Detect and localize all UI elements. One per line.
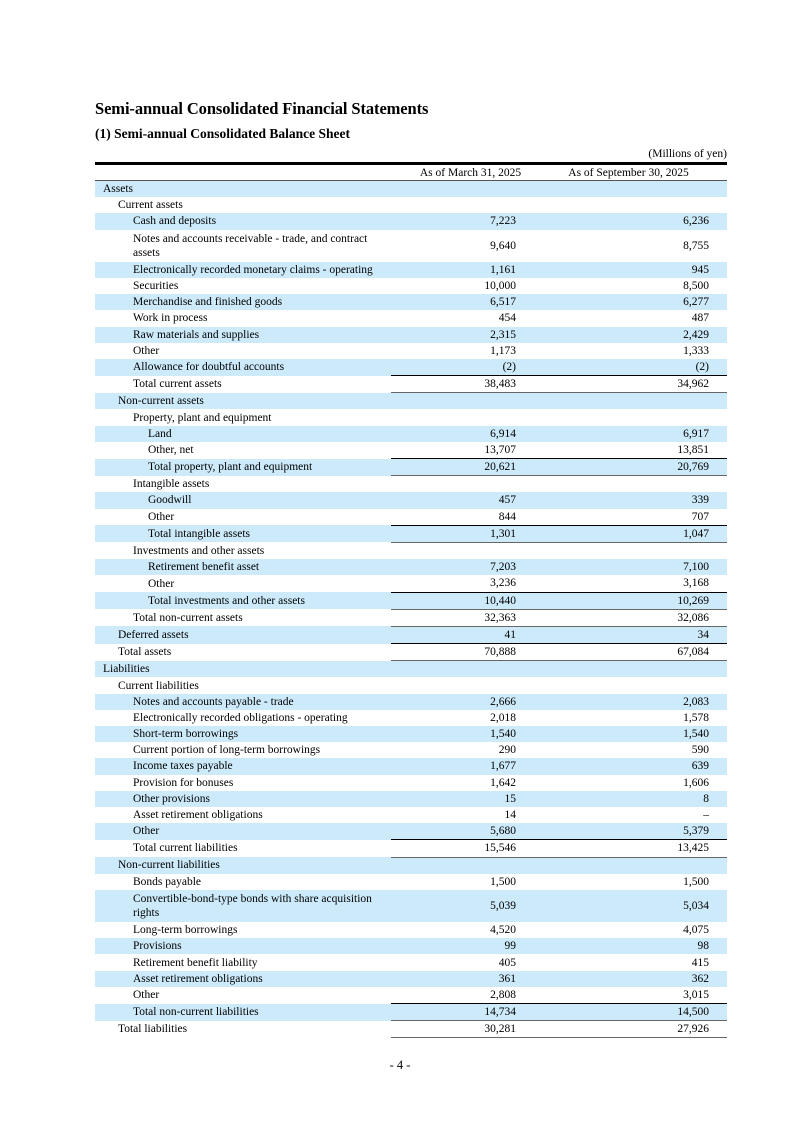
table-row bbox=[95, 592, 727, 609]
value-march-2025: 10,000 bbox=[484, 280, 516, 293]
value-september-2025: 3,015 bbox=[683, 988, 709, 1001]
value-september-2025: 1,333 bbox=[683, 344, 709, 357]
value-march-2025: 1,173 bbox=[490, 344, 516, 357]
table-row bbox=[95, 791, 727, 807]
row-label: Long-term borrowings bbox=[133, 924, 238, 937]
value-september-2025: 1,500 bbox=[683, 875, 709, 888]
value-september-2025: 14,500 bbox=[530, 1004, 727, 1021]
column-header-label bbox=[95, 165, 391, 181]
value-march-2025: 1,301 bbox=[391, 525, 530, 542]
row-label: Deferred assets bbox=[95, 626, 391, 643]
value-september-2025: 98 bbox=[530, 938, 727, 954]
row-label: Asset retirement obligations bbox=[95, 971, 391, 987]
row-label: Current assets bbox=[118, 199, 183, 212]
value-september-2025 bbox=[530, 409, 727, 425]
table-row bbox=[95, 758, 727, 774]
value-september-2025 bbox=[530, 393, 727, 410]
row-label: Electronically recorded monetary claims - operating bbox=[95, 262, 391, 278]
page-title: Semi-annual Consolidated Financial Statements bbox=[95, 99, 429, 118]
value-march-2025: 1,540 bbox=[391, 726, 530, 742]
value-march-2025: 4,520 bbox=[490, 924, 516, 937]
row-label: Short-term borrowings bbox=[95, 726, 391, 742]
row-label: Total current liabilities bbox=[133, 842, 238, 855]
table-row bbox=[95, 197, 727, 213]
value-september-2025: 4,075 bbox=[683, 924, 709, 937]
value-march-2025: 15,546 bbox=[391, 840, 530, 857]
table-row bbox=[95, 376, 727, 393]
row-label: Convertible-bond-type bonds with share acquisition rights bbox=[95, 890, 391, 922]
value-march-2025 bbox=[391, 661, 530, 678]
row-label: Current portion of long-term borrowings bbox=[133, 744, 321, 757]
table-row bbox=[95, 359, 727, 376]
page-number: - 4 - bbox=[389, 1058, 411, 1072]
value-march-2025 bbox=[391, 181, 530, 198]
table-row bbox=[95, 857, 727, 874]
row-label: Total investments and other assets bbox=[95, 592, 391, 609]
table-row bbox=[95, 775, 727, 791]
value-september-2025: 1,047 bbox=[530, 525, 727, 542]
table-row bbox=[95, 1004, 727, 1021]
row-label: Liabilities bbox=[95, 661, 391, 678]
value-september-2025: 639 bbox=[530, 758, 727, 774]
table-row bbox=[95, 476, 727, 493]
value-march-2025: 2,808 bbox=[490, 988, 516, 1001]
row-label: Total current assets bbox=[133, 378, 222, 391]
row-label: Asset retirement obligations bbox=[133, 809, 263, 822]
table-row bbox=[95, 890, 727, 922]
row-label: Merchandise and finished goods bbox=[95, 294, 391, 310]
value-september-2025: 1,578 bbox=[683, 711, 709, 724]
column-header-september-2025: As of September 30, 2025 bbox=[530, 165, 727, 181]
row-label: Current liabilities bbox=[118, 679, 199, 692]
value-march-2025: 41 bbox=[391, 626, 530, 643]
value-september-2025: 6,917 bbox=[530, 426, 727, 442]
table-row bbox=[95, 230, 727, 262]
value-march-2025: 5,039 bbox=[391, 890, 530, 922]
value-march-2025: 3,236 bbox=[490, 577, 516, 590]
value-march-2025 bbox=[391, 857, 530, 874]
table-row bbox=[95, 525, 727, 542]
row-label: Income taxes payable bbox=[95, 758, 391, 774]
value-march-2025: 2,018 bbox=[490, 711, 516, 724]
table-row bbox=[95, 575, 727, 592]
value-march-2025: 15 bbox=[391, 791, 530, 807]
row-label: Notes and accounts receivable - trade, and contract assets bbox=[133, 232, 368, 259]
row-label: Cash and deposits bbox=[95, 213, 391, 229]
value-march-2025: 290 bbox=[498, 744, 516, 757]
row-label: Assets bbox=[95, 181, 391, 198]
value-september-2025: 415 bbox=[691, 956, 709, 969]
value-september-2025: 13,425 bbox=[530, 840, 727, 857]
value-march-2025 bbox=[391, 197, 530, 213]
row-label: Other bbox=[95, 823, 391, 840]
row-label: Land bbox=[95, 426, 391, 442]
table-row bbox=[95, 938, 727, 954]
row-label: Provisions bbox=[95, 938, 391, 954]
row-label: Provision for bonuses bbox=[133, 776, 234, 789]
value-september-2025 bbox=[530, 542, 727, 559]
table-row bbox=[95, 661, 727, 678]
value-march-2025 bbox=[391, 542, 530, 559]
table-row bbox=[95, 409, 727, 425]
table-row bbox=[95, 278, 727, 294]
value-march-2025: 2,315 bbox=[391, 327, 530, 343]
row-label: Non-current liabilities bbox=[95, 857, 391, 874]
row-label: Securities bbox=[133, 280, 179, 293]
value-march-2025: 32,363 bbox=[391, 609, 530, 626]
table-row bbox=[95, 726, 727, 742]
table-row bbox=[95, 181, 727, 198]
table-row bbox=[95, 609, 727, 626]
table-row bbox=[95, 694, 727, 710]
value-september-2025: 5,034 bbox=[530, 890, 727, 922]
row-label: Retirement benefit liability bbox=[133, 956, 258, 969]
value-september-2025: 34,962 bbox=[530, 376, 727, 393]
value-september-2025 bbox=[530, 197, 727, 213]
section-title: (1) Semi-annual Consolidated Balance Sheet bbox=[95, 126, 351, 141]
value-march-2025: 5,680 bbox=[391, 823, 530, 840]
table-row bbox=[95, 294, 727, 310]
row-label: Total non-current liabilities bbox=[95, 1004, 391, 1021]
table-row bbox=[95, 1021, 727, 1038]
value-march-2025: 10,440 bbox=[391, 592, 530, 609]
value-march-2025: 2,666 bbox=[391, 694, 530, 710]
value-september-2025: 34 bbox=[530, 626, 727, 643]
table-row bbox=[95, 509, 727, 526]
value-september-2025: 1,540 bbox=[530, 726, 727, 742]
column-header-march-2025: As of March 31, 2025 bbox=[391, 165, 530, 181]
value-september-2025: 6,236 bbox=[530, 213, 727, 229]
value-september-2025: 2,083 bbox=[530, 694, 727, 710]
table-row bbox=[95, 492, 727, 508]
table-row bbox=[95, 742, 727, 758]
value-september-2025: 8,755 bbox=[683, 239, 709, 252]
value-september-2025: 2,429 bbox=[530, 327, 727, 343]
table-row bbox=[95, 426, 727, 442]
table-row bbox=[95, 310, 727, 326]
row-label: Notes and accounts payable - trade bbox=[95, 694, 391, 710]
value-march-2025: 20,621 bbox=[391, 459, 530, 476]
row-label: Intangible assets bbox=[133, 478, 210, 491]
value-september-2025: 362 bbox=[530, 971, 727, 987]
value-september-2025: 945 bbox=[530, 262, 727, 278]
table-row bbox=[95, 393, 727, 410]
table-row bbox=[95, 327, 727, 343]
value-march-2025 bbox=[391, 409, 530, 425]
value-march-2025: 1,161 bbox=[391, 262, 530, 278]
row-label: Bonds payable bbox=[133, 875, 202, 888]
row-label: Allowance for doubtful accounts bbox=[95, 359, 391, 376]
row-label: Other bbox=[133, 989, 160, 1002]
row-label: Other provisions bbox=[95, 791, 391, 807]
value-march-2025: 7,203 bbox=[391, 559, 530, 575]
row-label: Total liabilities bbox=[118, 1023, 188, 1036]
table-row bbox=[95, 971, 727, 987]
value-september-2025: 1,606 bbox=[683, 776, 709, 789]
value-march-2025: 6,517 bbox=[391, 294, 530, 310]
row-label: Goodwill bbox=[95, 492, 391, 508]
value-march-2025: 30,281 bbox=[391, 1021, 530, 1038]
table-row bbox=[95, 807, 727, 823]
value-september-2025 bbox=[530, 476, 727, 493]
value-september-2025: 590 bbox=[691, 744, 709, 757]
row-label: Other bbox=[148, 577, 175, 590]
value-september-2025: 339 bbox=[530, 492, 727, 508]
value-september-2025: 32,086 bbox=[530, 609, 727, 626]
table-row bbox=[95, 343, 727, 359]
value-september-2025 bbox=[530, 857, 727, 874]
value-march-2025: (2) bbox=[391, 359, 530, 376]
row-label: Total intangible assets bbox=[95, 525, 391, 542]
balance-sheet-table bbox=[95, 165, 727, 1038]
table-row bbox=[95, 442, 727, 459]
value-march-2025 bbox=[391, 677, 530, 693]
value-september-2025: 6,277 bbox=[530, 294, 727, 310]
table-row bbox=[95, 874, 727, 890]
row-label: Property, plant and equipment bbox=[133, 411, 272, 424]
table-row bbox=[95, 459, 727, 476]
table-row bbox=[95, 626, 727, 643]
value-march-2025: 361 bbox=[391, 971, 530, 987]
value-march-2025: 38,483 bbox=[391, 376, 530, 393]
row-label: Work in process bbox=[133, 312, 208, 325]
unit-note: (Millions of yen) bbox=[648, 148, 727, 160]
value-september-2025: 10,269 bbox=[530, 592, 727, 609]
value-september-2025 bbox=[530, 661, 727, 678]
table-header-row bbox=[95, 165, 727, 181]
value-september-2025 bbox=[530, 181, 727, 198]
table-row bbox=[95, 677, 727, 693]
value-september-2025: (2) bbox=[530, 359, 727, 376]
value-september-2025: 707 bbox=[691, 510, 709, 523]
value-march-2025: 454 bbox=[498, 312, 516, 325]
value-march-2025: 14 bbox=[504, 809, 516, 822]
value-september-2025: – bbox=[703, 809, 709, 822]
value-march-2025: 6,914 bbox=[391, 426, 530, 442]
table-row bbox=[95, 213, 727, 229]
value-september-2025 bbox=[530, 677, 727, 693]
value-september-2025: 487 bbox=[691, 312, 709, 325]
row-label: Other, net bbox=[148, 444, 194, 457]
balance-sheet-body bbox=[95, 181, 727, 1038]
value-march-2025 bbox=[391, 476, 530, 493]
row-label: Investments and other assets bbox=[133, 544, 265, 557]
row-label: Total non-current assets bbox=[133, 611, 243, 624]
value-march-2025: 14,734 bbox=[391, 1004, 530, 1021]
row-label: Electronically recorded obligations - operating bbox=[133, 711, 348, 724]
row-label: Total assets bbox=[118, 646, 172, 659]
value-september-2025: 13,851 bbox=[677, 443, 709, 456]
value-march-2025: 99 bbox=[391, 938, 530, 954]
value-march-2025: 1,500 bbox=[490, 875, 516, 888]
row-label: Raw materials and supplies bbox=[95, 327, 391, 343]
table-row bbox=[95, 987, 727, 1004]
table-row bbox=[95, 542, 727, 559]
table-row bbox=[95, 823, 727, 840]
value-march-2025: 13,707 bbox=[484, 443, 516, 456]
table-row bbox=[95, 710, 727, 726]
value-september-2025: 3,168 bbox=[683, 577, 709, 590]
value-march-2025: 844 bbox=[498, 510, 516, 523]
value-march-2025: 1,642 bbox=[490, 776, 516, 789]
value-september-2025: 5,379 bbox=[530, 823, 727, 840]
table-row bbox=[95, 954, 727, 970]
value-september-2025: 27,926 bbox=[530, 1021, 727, 1038]
value-march-2025: 70,888 bbox=[391, 644, 530, 661]
table-row bbox=[95, 922, 727, 938]
table-row bbox=[95, 262, 727, 278]
row-label: Retirement benefit asset bbox=[95, 559, 391, 575]
value-september-2025: 8 bbox=[530, 791, 727, 807]
value-march-2025: 1,677 bbox=[391, 758, 530, 774]
table-row bbox=[95, 840, 727, 857]
table-row bbox=[95, 559, 727, 575]
balance-sheet-table-container bbox=[95, 162, 727, 1038]
value-september-2025: 20,769 bbox=[530, 459, 727, 476]
value-march-2025: 9,640 bbox=[490, 239, 516, 252]
value-march-2025: 405 bbox=[498, 956, 516, 969]
value-september-2025: 7,100 bbox=[530, 559, 727, 575]
row-label: Other bbox=[148, 510, 175, 523]
value-september-2025: 8,500 bbox=[683, 280, 709, 293]
row-label: Total property, plant and equipment bbox=[95, 459, 391, 476]
value-september-2025: 67,084 bbox=[530, 644, 727, 661]
value-march-2025: 457 bbox=[391, 492, 530, 508]
table-row bbox=[95, 644, 727, 661]
row-label: Other bbox=[133, 344, 160, 357]
row-label: Non-current assets bbox=[95, 393, 391, 410]
value-march-2025: 7,223 bbox=[391, 213, 530, 229]
value-march-2025 bbox=[391, 393, 530, 410]
